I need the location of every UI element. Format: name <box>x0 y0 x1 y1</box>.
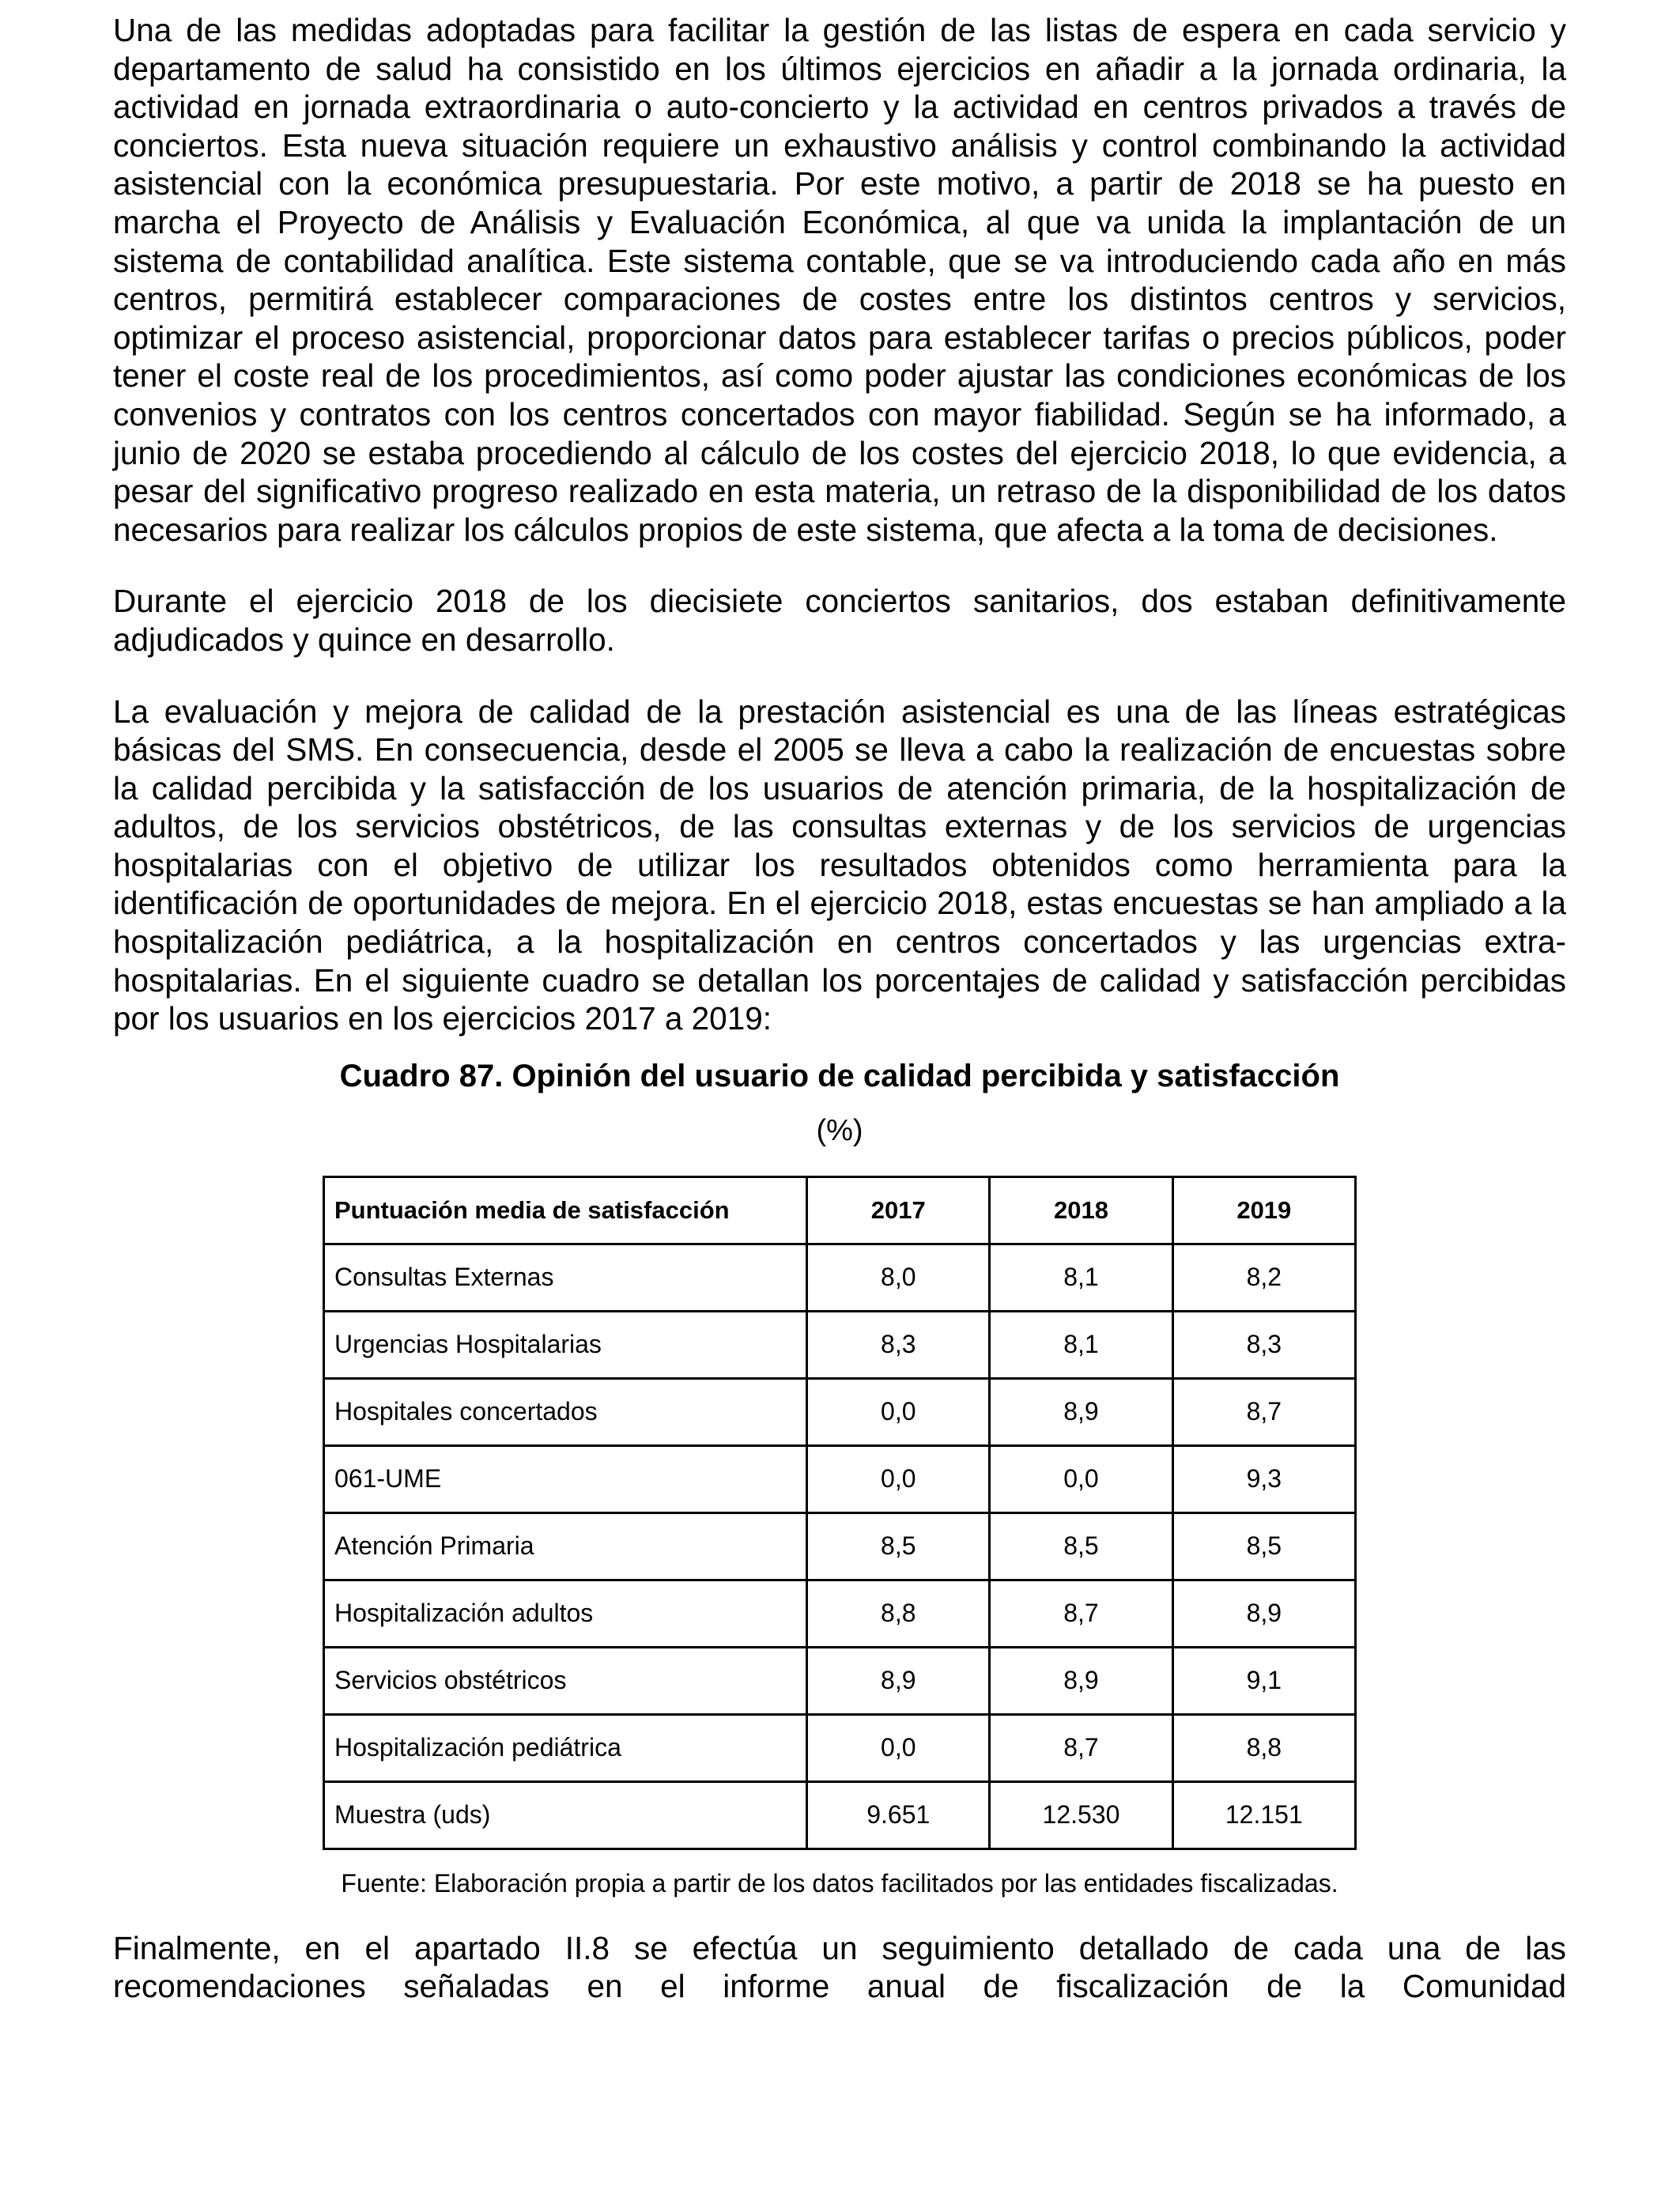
row-label: Urgencias Hospitalarias <box>324 1311 807 1378</box>
cell-2019: 8,5 <box>1172 1512 1355 1580</box>
table-row <box>324 1580 1356 1647</box>
table-unit: (%) <box>816 1113 863 1147</box>
header-2017: 2017 <box>807 1176 990 1244</box>
document-page <box>113 11 1566 2006</box>
cell-2019: 8,7 <box>1172 1378 1355 1445</box>
cell-2018: 8,7 <box>990 1714 1172 1781</box>
cell-2019: 8,2 <box>1172 1244 1355 1311</box>
cell-2017: 8,5 <box>807 1512 990 1580</box>
header-2019: 2019 <box>1172 1176 1355 1244</box>
cell-2019: 9,3 <box>1172 1445 1355 1512</box>
cell-2018: 8,5 <box>990 1512 1172 1580</box>
paragraph-closing: Finalmente, en el apartado II.8 se efectúa un seguimiento detallado de cada una de las recomendaciones señaladas en el informe anual de fiscalización de la Comunidad <box>113 1929 1566 2005</box>
header-2018: 2018 <box>990 1176 1172 1244</box>
cell-2018: 8,9 <box>990 1378 1172 1445</box>
table-title: Cuadro 87. Opinión del usuario de calidad percibida y satisfacción <box>339 1058 1340 1093</box>
cell-2018: 8,1 <box>990 1244 1172 1311</box>
cell-2018: 8,9 <box>990 1647 1172 1714</box>
cell-2017: 0,0 <box>807 1714 990 1781</box>
cell-2017: 8,3 <box>807 1311 990 1378</box>
table-source: Fuente: Elaboración propia a partir de los datos facilitados por las entidades fiscalizadas. <box>341 1868 1338 1898</box>
header-label: Puntuación media de satisfacción <box>324 1176 807 1244</box>
table-row <box>324 1512 1356 1580</box>
table-header-row <box>324 1176 1356 1244</box>
cell-2018: 8,7 <box>990 1580 1172 1647</box>
table-row <box>324 1244 1356 1311</box>
cell-2018: 8,1 <box>990 1311 1172 1378</box>
cell-2018: 0,0 <box>990 1445 1172 1512</box>
row-label: Atención Primaria <box>324 1512 807 1580</box>
cell-2017: 8,9 <box>807 1647 990 1714</box>
satisfaction-table <box>323 1176 1357 1850</box>
row-label: 061-UME <box>324 1445 807 1512</box>
row-label: Hospitalización pediátrica <box>324 1714 807 1781</box>
paragraph-contabilidad-analitica: Una de las medidas adoptadas para facilitar la gestión de las listas de espera en cada servicio y departamento de salud ha consistido en los últimos ejercicios en añadir a la jornada ordinaria, la actividad en jornada extraordinaria o auto-concierto y la actividad en centros privados a través de conciertos. Esta nueva situación requiere un exhaustivo análisis y control combinando la actividad asistencial con la económica presupuestaria. Por este motivo, a partir de 2018 se ha puesto en marcha el Proyecto de Análisis y Evaluación Económica, al que va unida la implantación de un sistema de contabilidad analítica. Este sistema contable, que se va introduciendo cada año en más centros, permitirá establecer comparaciones de costes entre los distintos centros y servicios, optimizar el proceso asistencial, proporcionar datos para establecer tarifas o precios públicos, poder tener el coste real de los procedimientos, así como poder ajustar las condiciones económicas de los convenios y contratos con los centros concertados con mayor fiabilidad. Según se ha informado, a junio de 2020 se estaba procediendo al cálculo de los costes del ejercicio 2018, lo que evidencia, a pesar del significativo progreso realizado en esta materia, un retraso de la disponibilidad de los datos necesarios para realizar los cálculos propios de este sistema, que afecta a la toma de decisiones. <box>113 12 1566 548</box>
cell-2019: 12.151 <box>1172 1781 1355 1848</box>
row-label: Consultas Externas <box>324 1244 807 1311</box>
table-row <box>324 1781 1356 1848</box>
table-row <box>324 1714 1356 1781</box>
cell-2017: 8,8 <box>807 1580 990 1647</box>
table-row <box>324 1445 1356 1512</box>
row-label: Hospitales concertados <box>324 1378 807 1445</box>
table-row <box>324 1378 1356 1445</box>
cell-2017: 9.651 <box>807 1781 990 1848</box>
cell-2017: 0,0 <box>807 1378 990 1445</box>
table-row <box>324 1647 1356 1714</box>
row-label: Hospitalización adultos <box>324 1580 807 1647</box>
cell-2019: 8,3 <box>1172 1311 1355 1378</box>
cell-2018: 12.530 <box>990 1781 1172 1848</box>
paragraph-conciertos-sanitarios: Durante el ejercicio 2018 de los diecisiete conciertos sanitarios, dos estaban definitivamente adjudicados y quince en desarrollo. <box>113 583 1566 658</box>
cell-2019: 8,8 <box>1172 1714 1355 1781</box>
table-row <box>324 1311 1356 1378</box>
paragraph-calidad-asistencial: La evaluación y mejora de calidad de la prestación asistencial es una de las líneas estratégicas básicas del SMS. En consecuencia, desde el 2005 se lleva a cabo la realización de encuestas sobre la calidad percibida y la satisfacción de los usuarios de atención primaria, de la hospitalización de adultos, de los servicios obstétricos, de las consultas externas y de los servicios de urgencias hospitalarias con el objetivo de utilizar los resultados obtenidos como herramienta para la identificación de oportunidades de mejora. En el ejercicio 2018, estas encuestas se han ampliado a la hospitalización pediátrica, a la hospitalización en centros concertados y las urgencias extra-hospitalarias. En el siguiente cuadro se detallan los porcentajes de calidad y satisfacción percibidas por los usuarios en los ejercicios 2017 a 2019: <box>113 693 1566 1037</box>
cell-2019: 9,1 <box>1172 1647 1355 1714</box>
cell-2017: 8,0 <box>807 1244 990 1311</box>
row-label: Servicios obstétricos <box>324 1647 807 1714</box>
row-label: Muestra (uds) <box>324 1781 807 1848</box>
cell-2017: 0,0 <box>807 1445 990 1512</box>
cell-2019: 8,9 <box>1172 1580 1355 1647</box>
